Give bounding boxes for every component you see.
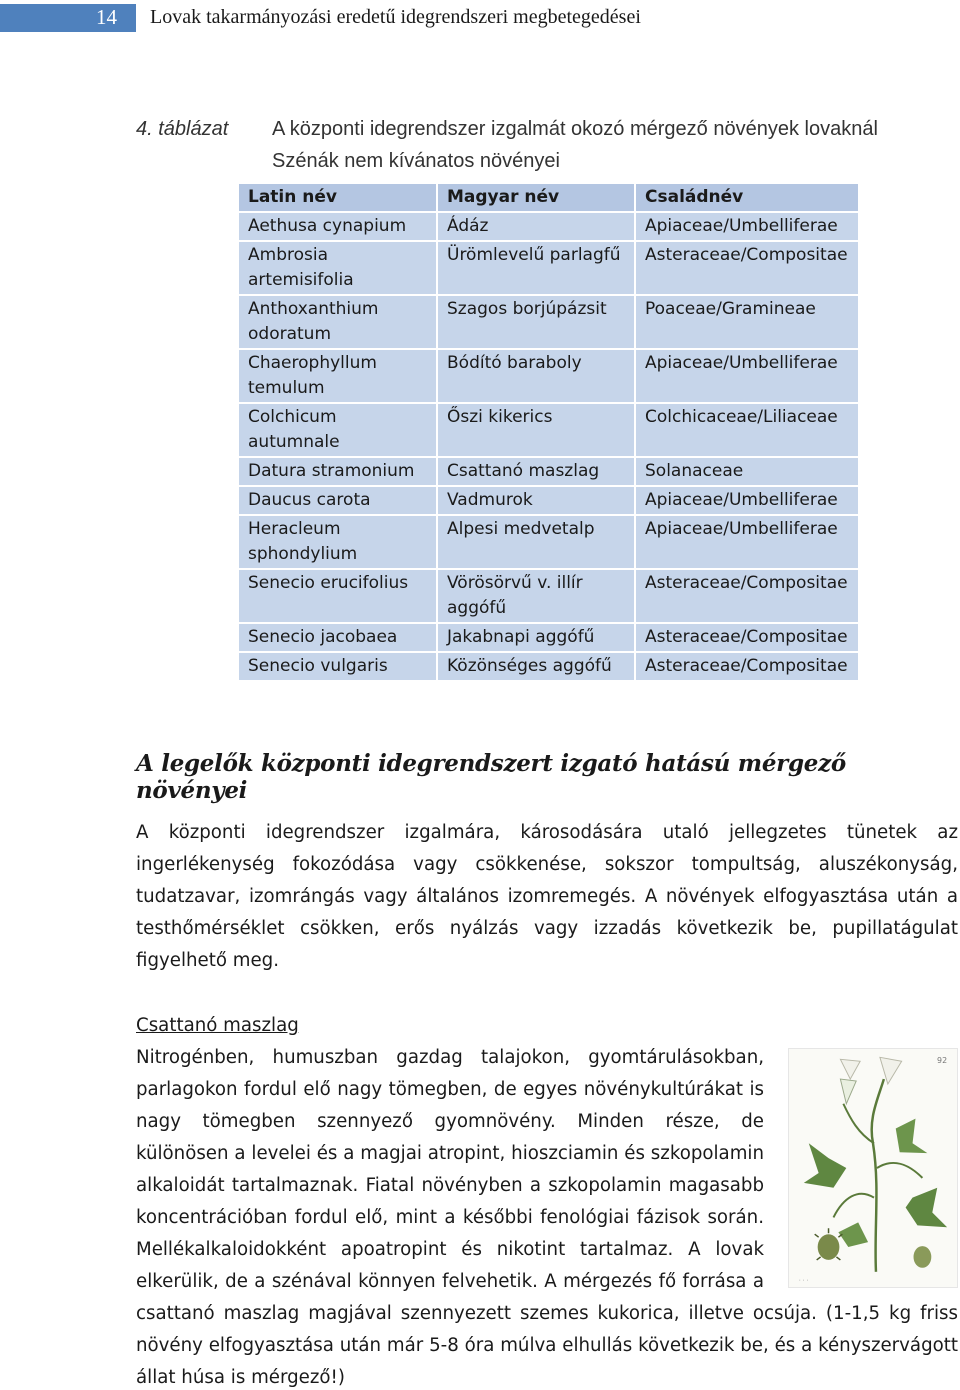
table-row bbox=[238, 403, 859, 457]
cell-family-name: Apiaceae/Umbelliferae bbox=[635, 212, 859, 241]
table-row bbox=[238, 652, 859, 681]
table-header-row bbox=[238, 183, 859, 212]
table-row bbox=[238, 295, 859, 349]
cell-family-name: Colchicaceae/Liliaceae bbox=[635, 403, 859, 457]
cell-hungarian-name: Ádáz bbox=[437, 212, 635, 241]
subsection-title: Csattanó maszlag bbox=[136, 1015, 299, 1036]
cell-latin-name: Aethusa cynapium bbox=[238, 212, 437, 241]
cell-latin-name: Ambrosia artemisifolia bbox=[238, 241, 437, 295]
cell-hungarian-name: Közönséges aggófű bbox=[437, 652, 635, 681]
datura-plant-image bbox=[788, 1048, 958, 1288]
table-row bbox=[238, 515, 859, 569]
cell-family-name: Apiaceae/Umbelliferae bbox=[635, 349, 859, 403]
column-header-latin: Latin név bbox=[238, 183, 437, 212]
table-row bbox=[238, 569, 859, 623]
section-heading: A legelők központi idegrendszert izgató hatású mérgező növényei bbox=[136, 750, 846, 804]
table-row bbox=[238, 212, 859, 241]
figure-number: 92 bbox=[937, 1056, 948, 1066]
cell-family-name: Asteraceae/Compositae bbox=[635, 652, 859, 681]
cell-latin-name: Heracleum sphondylium bbox=[238, 515, 437, 569]
cell-latin-name: Senecio jacobaea bbox=[238, 623, 437, 652]
cell-hungarian-name: Jakabnapi aggófű bbox=[437, 623, 635, 652]
cell-hungarian-name: Alpesi medvetalp bbox=[437, 515, 635, 569]
table-row bbox=[238, 349, 859, 403]
table-caption-subtitle: Szénák nem kívánatos növényei bbox=[272, 150, 560, 172]
poisonous-plants-table bbox=[237, 182, 860, 682]
cell-latin-name: Daucus carota bbox=[238, 486, 437, 515]
datura-paragraph bbox=[136, 1042, 958, 1390]
cell-hungarian-name: Szagos borjúpázsit bbox=[437, 295, 635, 349]
cell-hungarian-name: Bódító baraboly bbox=[437, 349, 635, 403]
table-row bbox=[238, 457, 859, 486]
cell-latin-name: Chaerophyllum temulum bbox=[238, 349, 437, 403]
cell-latin-name: Datura stramonium bbox=[238, 457, 437, 486]
cell-hungarian-name: Ürömlevelű parlagfű bbox=[437, 241, 635, 295]
cell-family-name: Asteraceae/Compositae bbox=[635, 241, 859, 295]
cell-family-name: Apiaceae/Umbelliferae bbox=[635, 486, 859, 515]
cell-latin-name: Anthoxanthium odoratum bbox=[238, 295, 437, 349]
running-title: Lovak takarmányozási eredetű idegrendszeri megbetegedései bbox=[150, 6, 641, 28]
cell-hungarian-name: Csattanó maszlag bbox=[437, 457, 635, 486]
cell-family-name: Asteraceae/Compositae bbox=[635, 569, 859, 623]
cell-latin-name: Colchicum autumnale bbox=[238, 403, 437, 457]
page-number-band bbox=[0, 4, 136, 32]
cell-latin-name: Senecio erucifolius bbox=[238, 569, 437, 623]
page-number: 14 bbox=[96, 5, 117, 29]
cell-latin-name: Senecio vulgaris bbox=[238, 652, 437, 681]
cell-family-name: Solanaceae bbox=[635, 457, 859, 486]
table-row bbox=[238, 486, 859, 515]
intro-paragraph: A központi idegrendszer izgalmára, károsodására utaló jellegzetes tünetek az ingerlékenység fokozódása vagy csökkenése, sokszor tompultság, aluszékonyság, tudatzavar, izomrángás vagy általános izomremegés. A növények elfogyasztása után a testhőmérséklet csökken, erős nyálzás vagy izzadás következik be, pupillatágulat figyelhető meg. bbox=[136, 822, 958, 971]
cell-hungarian-name: Vadmurok bbox=[437, 486, 635, 515]
table-caption-label: 4. táblázat bbox=[136, 118, 229, 140]
column-header-hungarian: Magyar név bbox=[437, 183, 635, 212]
datura-illustration bbox=[778, 1048, 958, 1298]
column-header-family: Családnév bbox=[635, 183, 859, 212]
cell-family-name: Apiaceae/Umbelliferae bbox=[635, 515, 859, 569]
page-header bbox=[0, 4, 960, 32]
table-row bbox=[238, 623, 859, 652]
cell-hungarian-name: Őszi kikerics bbox=[437, 403, 635, 457]
datura-body-text: Nitrogénben, humuszban gazdag talajokon, gyomtárulásokban, parlagokon fordul elő nagy tömegben, de egyes növénykultúrákat is nagy tömegben szennyező gyomnövény. Minden része, de különösen a levelei és a magjai atropint, hioszciamin és szkopolamin alkaloidát tartalmaznak. Fiatal növényben a szkopolamin magasabb koncentrációban fordul elő, mint a későbbi fenológiai fázisok során. Mellékalkaloidokként apoatropint és nikotint tartalmaz. A lovak elkerülik, de a szénával könnyen felvehetik. A mérgezés fő forrása a csattanó maszlag magjával szennyezett szemes kukorica, illetve ocsúja. (1-1,5 kg friss növény elfogyasztása után már 5-8 óra múlva elhullás következik be, és a kényszervágott állat húsa is mérgező!) bbox=[136, 1047, 958, 1388]
cell-family-name: Asteraceae/Compositae bbox=[635, 623, 859, 652]
cell-hungarian-name: Vörösörvű v. illír aggófű bbox=[437, 569, 635, 623]
table-caption-title: A központi idegrendszer izgalmát okozó mérgező növények lovaknál bbox=[272, 118, 878, 140]
svg-text:· · ·: · · · bbox=[798, 1278, 809, 1285]
cell-family-name: Poaceae/Gramineae bbox=[635, 295, 859, 349]
table-row bbox=[238, 241, 859, 295]
